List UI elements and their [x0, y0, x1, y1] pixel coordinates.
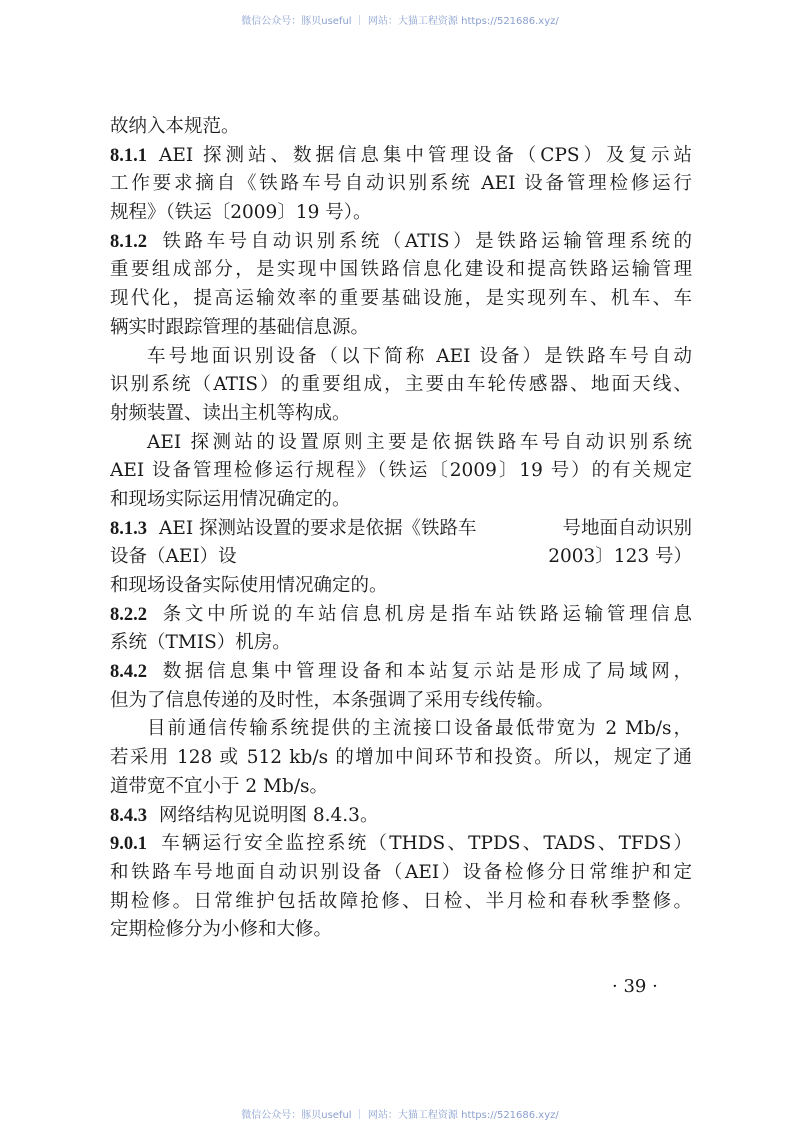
text-line — [110, 486, 692, 515]
text-line — [110, 199, 692, 228]
line-text: 设备（AEI）设 — [110, 546, 237, 568]
document-body — [110, 113, 692, 945]
text-line — [110, 916, 692, 945]
line-text: AEI 探测站设置的要求是依据《铁路车 — [159, 517, 477, 539]
line-text: 和现场设备实际使用情况确定的。 — [110, 575, 388, 596]
text-line — [110, 142, 692, 171]
clause-number: 8.2.2 — [110, 604, 147, 625]
line-text: AEI 设备管理检修运行规程》（铁运〔2009〕19 号）的有关规定 — [110, 460, 692, 482]
text-line — [110, 429, 692, 458]
page-number: · 39 · — [612, 976, 658, 997]
text-line — [110, 572, 692, 601]
line-text: 射频装置、读出主机等构成。 — [110, 402, 351, 424]
text-line — [110, 658, 692, 687]
text-line — [110, 400, 692, 429]
text-line — [110, 256, 692, 285]
text-line — [110, 859, 692, 888]
text-line — [110, 314, 692, 343]
line-right: 2003〕123 号） — [548, 546, 692, 568]
line-text: 目前通信传输系统提供的主流接口设备最低带宽为 2 Mb/s， — [147, 718, 692, 740]
line-text: 识别系统（ATIS）的重要组成，主要由车轮传感器、地面天线、 — [110, 374, 692, 396]
line-text: 故纳入本规范。 — [110, 116, 240, 137]
text-line — [110, 744, 692, 773]
text-line — [110, 687, 692, 716]
line-text: 重要组成部分，是实现中国铁路信息化建设和提高铁路运输管理 — [110, 259, 692, 281]
watermark-top: 微信公众号：豚贝useful ｜ 网站：大猫工程资源 https://521686.xyz/ — [241, 16, 559, 27]
line-text: AEI 探测站、数据信息集中管理设备（CPS）及复示站 — [159, 144, 692, 166]
text-line — [110, 457, 692, 486]
text-line — [110, 715, 692, 744]
line-text: 规程》（铁运〔2009〕19 号）。 — [110, 202, 372, 224]
line-left — [110, 515, 477, 544]
line-text: 辆实时跟踪管理的基础信息源。 — [110, 316, 370, 338]
line-text: 工作要求摘自《铁路车号自动识别系统 AEI 设备管理检修运行 — [110, 173, 692, 195]
text-line — [110, 170, 692, 199]
clause-number: 8.1.3 — [110, 518, 147, 539]
line-text: 数据信息集中管理设备和本站复示站是形成了局域网， — [159, 661, 692, 683]
text-line — [110, 228, 692, 257]
text-line — [110, 285, 692, 314]
line-text: 铁路车号自动识别系统（ATIS）是铁路运输管理系统的 — [159, 230, 692, 252]
line-left — [110, 543, 237, 572]
line-text: 期检修。日常维护包括故障抢修、日检、半月检和春秋季整修。 — [110, 890, 692, 912]
text-line — [110, 543, 692, 572]
text-line — [110, 515, 692, 544]
clause-number: 8.1.2 — [110, 231, 147, 252]
line-text: 车号地面识别设备（以下简称 AEI 设备）是铁路车号自动 — [147, 345, 692, 367]
text-line — [110, 113, 692, 142]
line-text: 现代化，提高运输效率的重要基础设施，是实现列车、机车、车 — [110, 288, 692, 310]
text-line — [110, 888, 692, 917]
text-line — [110, 629, 692, 658]
text-line — [110, 601, 692, 630]
line-text: 道带宽不宜小于 2 Mb/s。 — [110, 775, 329, 797]
clause-number: 8.4.3 — [110, 805, 147, 826]
line-text: 系统（TMIS）机房。 — [110, 632, 291, 654]
text-line — [110, 830, 692, 859]
line-text: 但为了信息传递的及时性，本条强调了采用专线传输。 — [110, 689, 555, 711]
line-text: 条文中所说的车站信息机房是指车站铁路运输管理信息 — [159, 603, 692, 625]
watermark-bottom: 微信公众号：豚贝useful ｜ 网站：大猫工程资源 https://521686.xyz/ — [241, 1110, 559, 1121]
text-line — [110, 343, 692, 372]
text-line — [110, 371, 692, 400]
line-text: 和现场实际运用情况确定的。 — [110, 488, 351, 510]
line-right: 号地面自动识别 — [562, 517, 692, 539]
clause-number: 8.4.2 — [110, 662, 147, 683]
line-text: 定期检修分为小修和大修。 — [110, 919, 333, 941]
text-line — [110, 773, 692, 802]
line-text: 若采用 128 或 512 kb/s 的增加中间环节和投资。所以，规定了通 — [110, 747, 692, 769]
clause-number: 8.1.1 — [110, 145, 147, 166]
clause-number: 9.0.1 — [110, 834, 147, 855]
line-text: 和铁路车号地面自动识别设备（AEI）设备检修分日常维护和定 — [110, 861, 692, 883]
text-line — [110, 802, 692, 831]
line-text: 车辆运行安全监控系统（THDS、TPDS、TADS、TFDS） — [159, 833, 692, 855]
line-text: 网络结构见说明图 8.4.3。 — [159, 804, 379, 826]
line-text: AEI 探测站的设置原则主要是依据铁路车号自动识别系统 — [147, 431, 692, 453]
